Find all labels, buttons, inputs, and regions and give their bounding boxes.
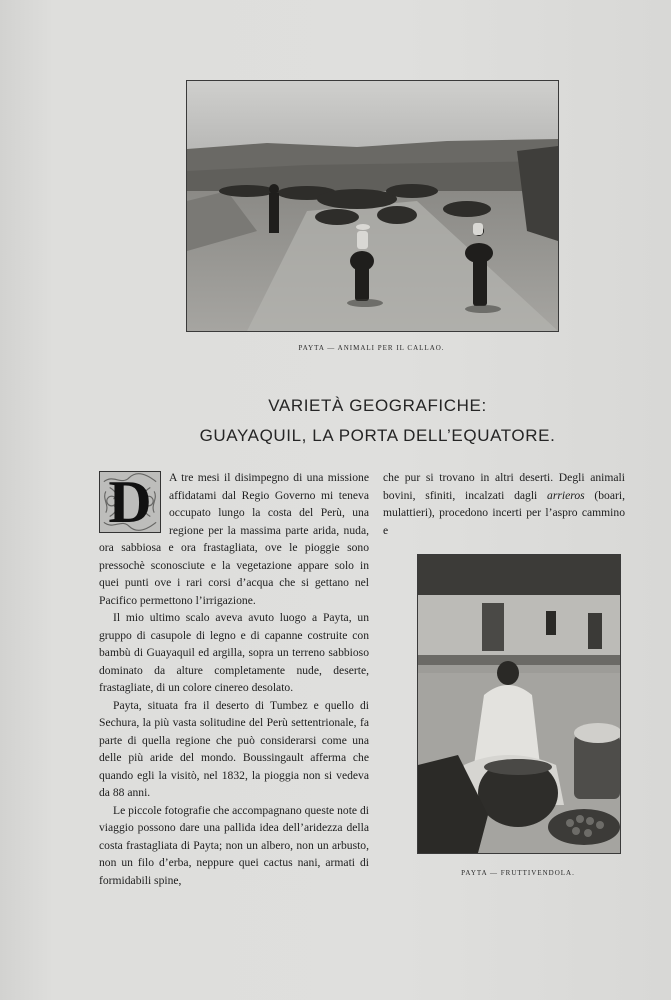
- paragraph-1: A tre mesi il disimpegno di una missione affidatami dal Regio Governo mi teneva occupato lungo la costa del Perù, una regione per la massima parte arida, nuda, ora sabbiosa e ora frastagliata, ove le pioggie sono pressochè sconosciute e la vegetazione appare solo in quei punti ove i rari corsi d’acqua che si gettano nel Pacifico permettono l’irrigazione.: [99, 471, 369, 607]
- paragraph-5: [383, 469, 625, 539]
- right-column: [383, 469, 625, 539]
- paragraph-5-emphasis: arrieros: [547, 488, 585, 502]
- top-photo-caption: PAYTA — ANIMALI PER IL CALLAO.: [298, 344, 445, 352]
- drop-cap-letter: D: [108, 469, 152, 535]
- paragraph-3: Payta, situata fra il deserto di Tumbez e quello di Sechura, la più vasta solitudine del Perù settentrionale, fa parte di quella regione che può considerarsi come una delle più aride del mondo. Boussingault afferma che quando egli la visitò, nel 1832, la pioggia non si vedeva da 88 anni.: [99, 698, 369, 799]
- paragraph-4: Le piccole fotografie che accompagnano queste note di viaggio possono dare una pallida idea dell’aridezza della costa frastagliata di Payta; non un albero, non un arbusto, non un filo d’erba, neppure quei cactus nani, armati di formidabili spine,: [99, 803, 369, 887]
- top-photo: [186, 80, 559, 332]
- section-title: VARIETÀ GEOGRAFICHE:: [268, 396, 487, 415]
- paragraph-5-text-a: che pur si trovano in altri deserti. Degli animali bovini, sfiniti, incalzati dagli: [383, 471, 625, 502]
- article-title: GUAYAQUIL, LA PORTA DELL’EQUATORE.: [199, 426, 556, 445]
- paragraph-5-text-b: (boari, mulattieri), procedono incerti per l’aspro cammino e: [383, 488, 625, 537]
- left-column: [99, 469, 369, 889]
- side-photo: [417, 554, 621, 854]
- paragraph-2: Il mio ultimo scalo aveva avuto luogo a Payta, un gruppo di casupole di legno e di capanne costruite con bambù di Guayaquil ed argilla, sopra un terreno sabbioso dominato da alture completamente nude, deserte, frastagliate, di un colore cinereo desolato.: [99, 611, 369, 694]
- drop-cap: [99, 471, 161, 533]
- side-photo-caption: PAYTA — FRUTTIVENDOLA.: [461, 869, 575, 877]
